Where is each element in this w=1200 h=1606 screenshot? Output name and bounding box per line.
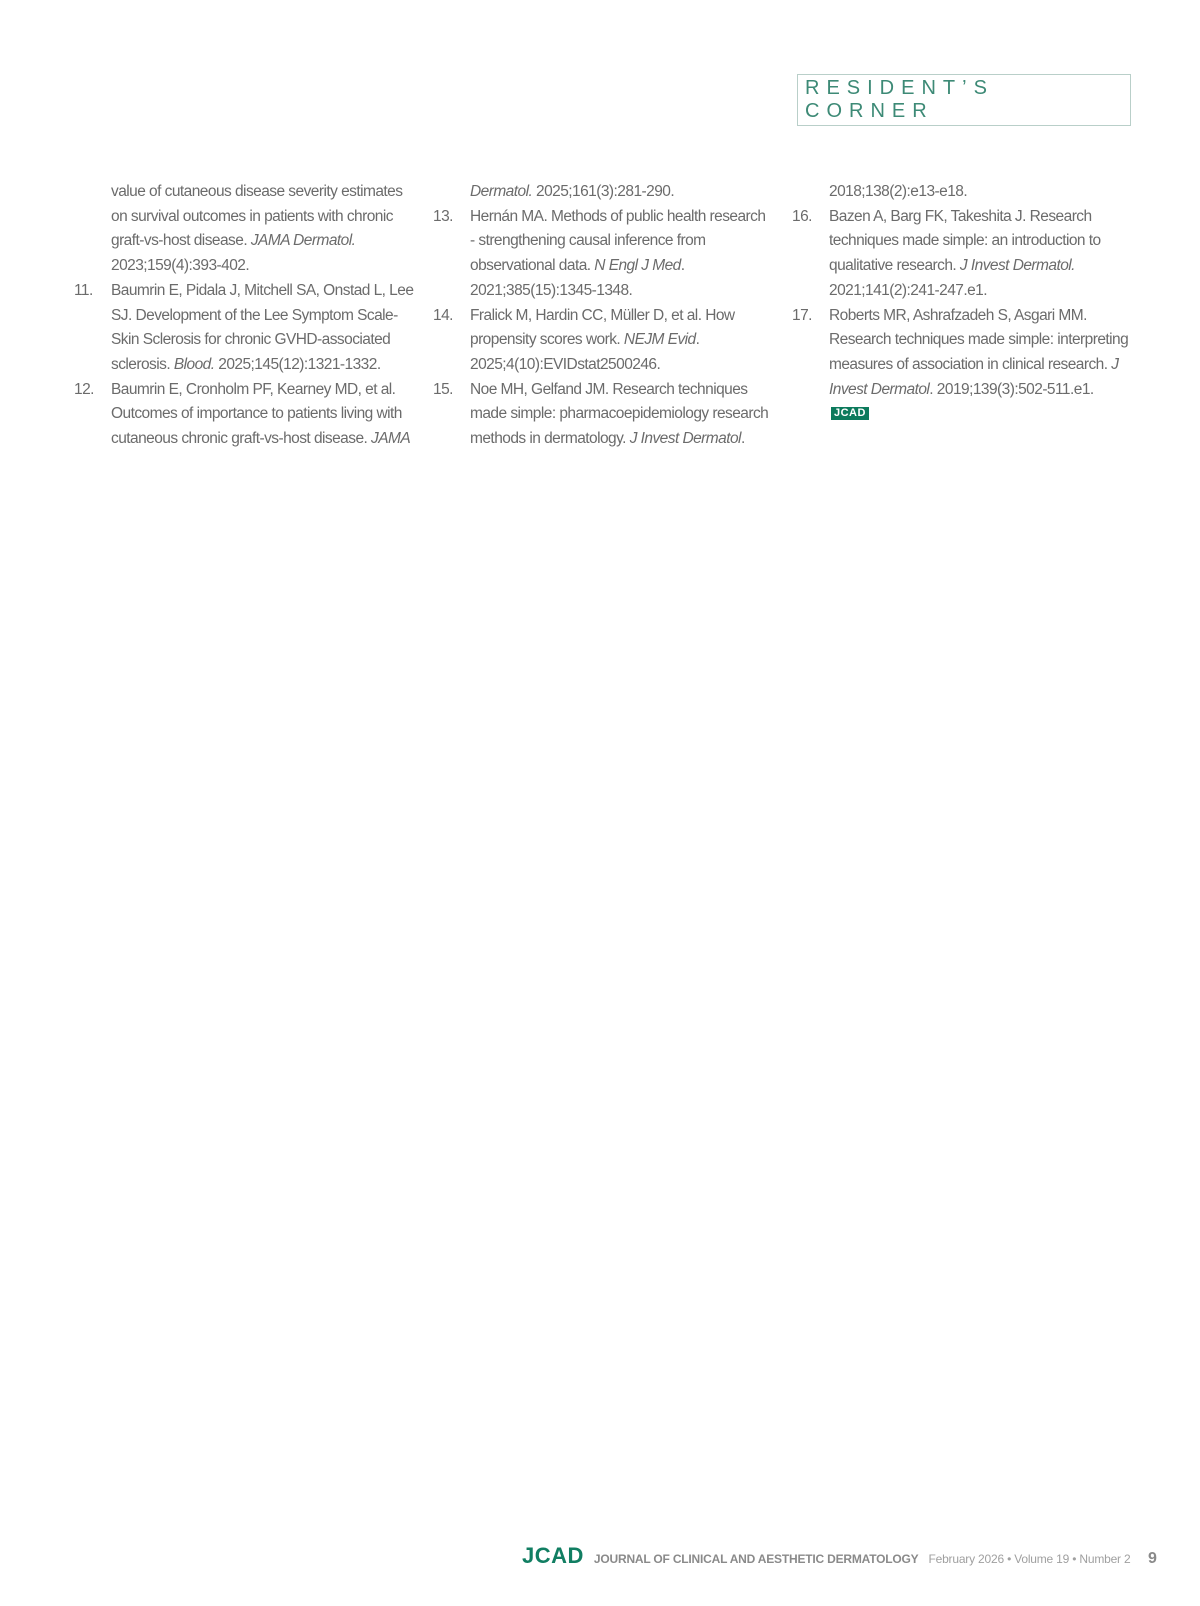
reference-number: 12. xyxy=(74,380,94,398)
journal-name: JOURNAL OF CLINICAL AND AESTHETIC DERMATOLOGY xyxy=(593,1552,919,1566)
footer xyxy=(522,1543,1130,1569)
reference-text-part: Roberts MR, Ashrafzadeh S, Asgari MM. Research techniques made simple: interpreting measures of association in clinical research. xyxy=(829,306,1129,373)
reference-text xyxy=(829,208,1101,299)
reference-text xyxy=(470,381,768,447)
reference-item xyxy=(74,279,414,378)
reference-text-part: 2023;159(4):393-402. xyxy=(111,257,250,275)
reference-text xyxy=(111,183,402,274)
reference-number: 15. xyxy=(433,380,453,398)
reference-text xyxy=(111,282,413,373)
reference-text-part: Baumrin E, Cronholm PF, Kearney MD, et al. Outcomes of importance to patients living with cutaneous chronic graft-vs-host disease. xyxy=(111,380,402,448)
reference-text xyxy=(111,381,410,447)
reference-text xyxy=(470,307,735,373)
reference-item xyxy=(433,378,773,452)
end-of-article-badge: JCAD xyxy=(831,407,869,420)
reference-item xyxy=(792,205,1132,304)
reference-text-part: . 2025;4(10):EVIDstat2500246. xyxy=(470,331,700,373)
reference-text-part: value of cutaneous disease severity estimates on survival outcomes in patients with chronic graft-vs-host disease. xyxy=(111,183,403,250)
reference-text-part: . 2021;385(15):1345-1348. xyxy=(470,257,685,299)
journal-title: NEJM Evid xyxy=(623,331,696,349)
reference-column-2 xyxy=(433,180,773,452)
journal-logo: JCAD xyxy=(522,1543,584,1568)
reference-item xyxy=(792,304,1132,428)
reference-text-part: Baumrin E, Pidala J, Mitchell SA, Onstad L, Lee SJ. Development of the Lee Symptom Scale-Skin Sclerosis for chronic GVHD-associated sclerosis. xyxy=(111,281,414,373)
reference-text-part: 2021;141(2):241-247.e1. xyxy=(829,281,987,299)
reference-text-part: 2018;138(2):e13-e18. xyxy=(829,183,968,200)
reference-number: 13. xyxy=(433,207,453,225)
reference-number: 14. xyxy=(433,306,453,324)
reference-item xyxy=(433,180,773,205)
reference-number: 16. xyxy=(792,207,812,225)
journal-title: J Invest Dermatol xyxy=(629,430,741,448)
reference-number: 17. xyxy=(792,306,812,324)
reference-text-part: . xyxy=(740,430,745,448)
reference-text xyxy=(470,208,765,299)
journal-title: Dermatol. xyxy=(470,183,533,200)
journal-title: J Invest Dermatol. xyxy=(959,257,1075,275)
reference-item xyxy=(433,205,773,304)
reference-text-part: Fralick M, Hardin CC, Müller D, et al. How propensity scores work. xyxy=(470,306,735,349)
issue-info: February 2026 • Volume 19 • Number 2 xyxy=(928,1552,1131,1566)
journal-title: JAMA xyxy=(371,430,411,448)
reference-text-part: 2025;161(3):281-290. xyxy=(532,183,675,200)
reference-text xyxy=(829,183,967,200)
reference-column-1 xyxy=(74,180,414,452)
reference-column-3 xyxy=(792,180,1132,427)
journal-title: JAMA Dermatol. xyxy=(250,232,356,250)
reference-item xyxy=(433,304,773,378)
reference-text-part: Noe MH, Gelfand JM. Research techniques made simple: pharmacoepidemiology research methods in dermatology. xyxy=(470,380,769,448)
reference-text xyxy=(470,183,674,200)
reference-number: 11. xyxy=(74,281,93,299)
reference-text-part: Bazen A, Barg FK, Takeshita J. Research techniques made simple: an introduction to qualitative research. xyxy=(829,207,1101,275)
section-label: RESIDENT’S CORNER xyxy=(797,74,1131,126)
journal-title: J Invest Dermatol xyxy=(829,355,1119,398)
reference-text-part: . 2019;139(3):502-511.e1. xyxy=(929,380,1094,398)
reference-text-part: Hernán MA. Methods of public health research - strengthening causal inference from observational data. xyxy=(470,207,766,275)
reference-item xyxy=(74,180,414,279)
page-number: 9 xyxy=(1148,1550,1157,1567)
reference-text-part: 2025;145(12):1321-1332. xyxy=(214,355,381,373)
reference-text xyxy=(829,307,1128,423)
journal-title: N Engl J Med xyxy=(594,257,681,275)
journal-title: Blood. xyxy=(173,355,215,373)
reference-item xyxy=(74,378,414,452)
reference-item xyxy=(792,180,1132,205)
